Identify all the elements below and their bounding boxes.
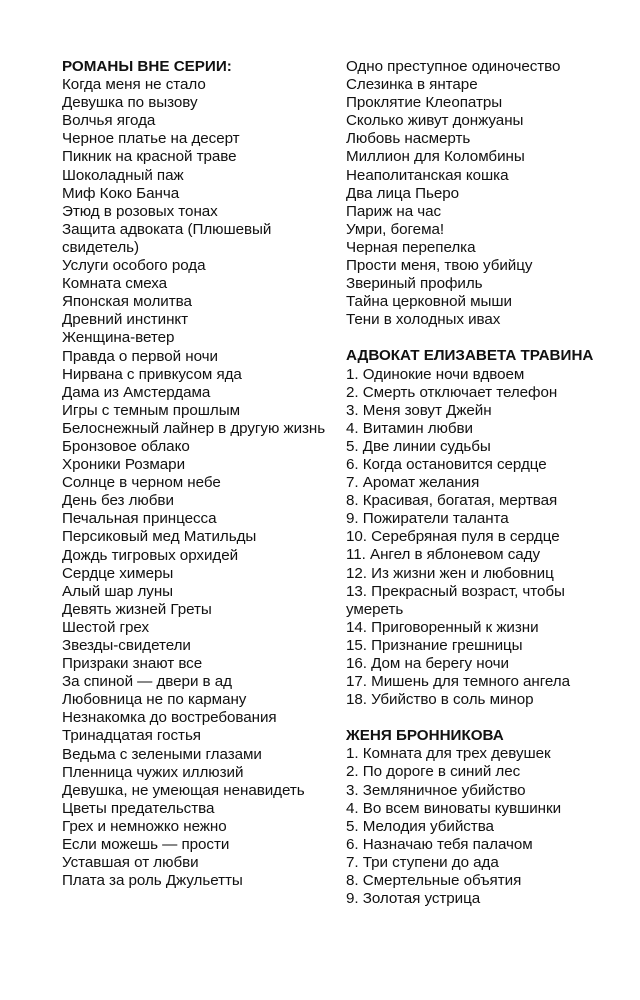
right-column	[346, 58, 616, 908]
list-item: Призраки знают все	[62, 655, 203, 673]
list-item: 7. Три ступени до ада	[346, 853, 499, 871]
list-item: Тайна церковной мыши	[346, 293, 512, 311]
list-item: 15. Признание грешницы	[346, 636, 523, 654]
list-item: Печальная принцесса	[62, 510, 217, 528]
list-item: 5. Мелодия убийства	[346, 817, 494, 835]
list-item: Когда меня не стало	[62, 76, 206, 94]
list-item: Белоснежный лайнер в другую жизнь	[62, 419, 326, 437]
list-item: 8. Смертельные объятия	[346, 872, 522, 890]
left-column	[62, 58, 330, 890]
list-item: 2. Смерть отключает телефон	[346, 383, 558, 401]
list-item: Шестой грех	[62, 618, 150, 636]
list-item: 6. Когда остановится сердце	[346, 455, 547, 473]
list-item: 17. Мишень для темного ангела	[346, 673, 571, 691]
list-item: Услуги особого рода	[62, 257, 206, 275]
list-item: Умри, богема!	[346, 220, 445, 238]
list-item: Черная перепелка	[346, 238, 476, 256]
list-item: Миллион для Коломбины	[346, 148, 525, 166]
list-item: Черное платье на десерт	[62, 130, 240, 148]
list-item: Ведьма с зелеными глазами	[62, 745, 262, 763]
list-item: Уставшая от любви	[62, 854, 199, 872]
list-item: Девять жизней Греты	[62, 600, 212, 618]
continued-standalone-list	[346, 58, 616, 329]
list-item: Два лица Пьеро	[346, 184, 460, 202]
list-item: Любовь насмерть	[346, 130, 471, 148]
list-item: Японская молитва	[62, 293, 192, 311]
list-item: За спиной — двери в ад	[62, 673, 232, 691]
list-item: Волчья ягода	[62, 112, 156, 130]
list-item: Пленница чужих иллюзий	[62, 763, 244, 781]
list-item: 13. Прекрасный возраст, чтобы умереть	[346, 582, 565, 618]
list-item: Прости меня, твою убийцу	[346, 257, 533, 275]
list-item: 3. Меня зовут Джейн	[346, 401, 492, 419]
list-item: 1. Одинокие ночи вдвоем	[346, 365, 525, 383]
list-item: Одно преступное одиночество	[346, 58, 561, 75]
section-heading-standalone-novels: РОМАНЫ ВНЕ СЕРИИ:	[62, 58, 232, 75]
list-item: Грех и немножко нежно	[62, 817, 227, 835]
list-item: Париж на час	[346, 202, 442, 220]
list-item: Слезинка в янтаре	[346, 76, 478, 94]
section-heading-series-bronnikova: ЖЕНЯ БРОННИКОВА	[346, 727, 504, 745]
list-item: Сколько живут донжуаны	[346, 112, 524, 130]
section-heading-series-travina: АДВОКАТ ЕЛИЗАВЕТА ТРАВИНА	[346, 347, 594, 365]
list-item: Нирвана с привкусом яда	[62, 365, 242, 383]
list-item: 11. Ангел в яблоневом саду	[346, 546, 540, 564]
list-item: Тени в холодных ивах	[346, 311, 501, 329]
list-item: Девушка по вызову	[62, 94, 198, 112]
list-item: 18. Убийство в соль минор	[346, 691, 534, 709]
list-item: 9. Золотая устрица	[346, 890, 481, 908]
list-item: 12. Из жизни жен и любовниц	[346, 564, 554, 582]
list-item: Шоколадный паж	[62, 166, 184, 184]
list-item: Дождь тигровых орхидей	[62, 546, 239, 564]
series-travina	[346, 347, 616, 709]
list-item: Девушка, не умеющая ненавидеть	[62, 781, 305, 799]
list-item: Звериный профиль	[346, 275, 483, 293]
list-item: Защита адвоката (Плюшевый свидетель)	[62, 220, 272, 256]
list-item: 16. Дом на берегу ночи	[346, 655, 509, 672]
list-item: Алый шар луны	[62, 582, 174, 600]
list-item: Пикник на красной траве	[62, 148, 237, 166]
list-item: Бронзовое облако	[62, 437, 190, 455]
list-item: Плата за роль Джульетты	[62, 872, 243, 890]
list-item: День без любви	[62, 492, 174, 510]
list-item: Игры с темным прошлым	[62, 401, 240, 419]
list-item: Комната смеха	[62, 275, 168, 293]
list-item: 1. Комната для трех девушек	[346, 745, 551, 763]
series-bronnikova	[346, 727, 616, 908]
list-item: Персиковый мед Матильды	[62, 528, 257, 546]
list-item: Солнце в черном небе	[62, 474, 221, 492]
list-item: 2. По дороге в синий лес	[346, 763, 521, 781]
list-item: Правда о первой ночи	[62, 347, 218, 365]
list-item: 6. Назначаю тебя палачом	[346, 835, 533, 853]
list-item: 3. Земляничное убийство	[346, 781, 526, 799]
list-item: Сердце химеры	[62, 564, 174, 582]
list-item: 5. Две линии судьбы	[346, 437, 491, 455]
list-item: Неаполитанская кошка	[346, 166, 509, 184]
list-item: Незнакомка до востребования	[62, 709, 277, 727]
list-item: Этюд в розовых тонах	[62, 202, 218, 220]
list-item: Миф Коко Банча	[62, 184, 180, 202]
list-item: Любовница не по карману	[62, 691, 247, 709]
list-item: Звезды-свидетели	[62, 637, 191, 654]
list-item: 4. Во всем виноваты кувшинки	[346, 799, 562, 817]
list-item: Проклятие Клеопатры	[346, 94, 503, 112]
list-item: 9. Пожиратели таланта	[346, 510, 509, 528]
list-item: 14. Приговоренный к жизни	[346, 618, 539, 636]
list-item: Древний инстинкт	[62, 311, 189, 329]
list-item: Женщина-ветер	[62, 329, 175, 347]
list-item: Дама из Амстердама	[62, 383, 211, 401]
list-item: 4. Витамин любви	[346, 419, 473, 437]
list-item: Если можешь — прости	[62, 836, 230, 854]
list-item: Тринадцатая гостья	[62, 727, 201, 745]
list-item: 7. Аромат желания	[346, 474, 480, 492]
list-item: Цветы предательства	[62, 799, 215, 817]
list-item: 10. Серебряная пуля в сердце	[346, 528, 560, 546]
list-item: 8. Красивая, богатая, мертвая	[346, 492, 558, 510]
list-item: Хроники Розмари	[62, 456, 186, 474]
